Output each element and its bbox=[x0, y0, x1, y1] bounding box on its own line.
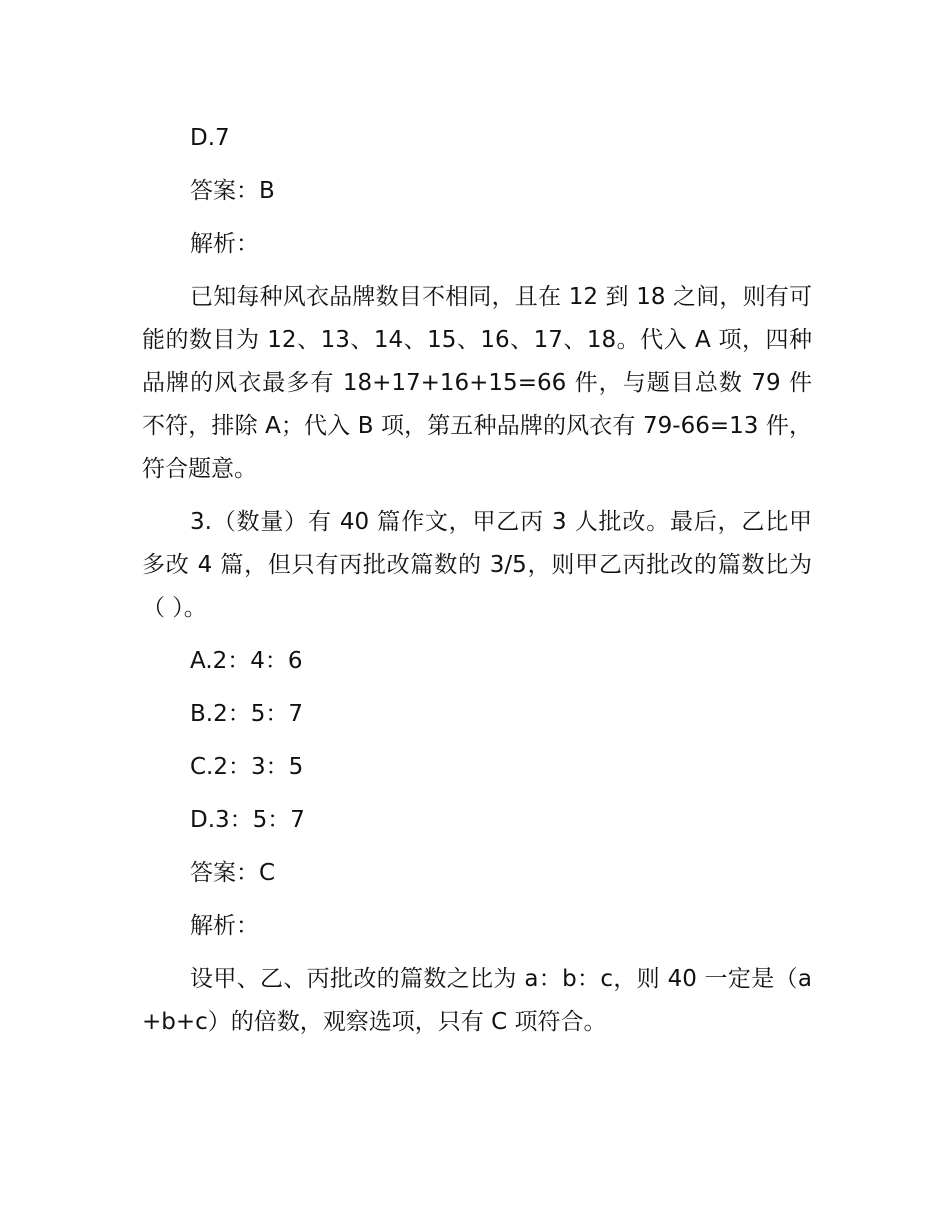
analysis-label-prev: 解析： bbox=[190, 231, 259, 257]
question-3-option-b: B.2：5：7 bbox=[190, 701, 303, 727]
document-body bbox=[142, 117, 812, 1054]
question-3-stem: 3.（数量）有 40 篇作文，甲乙丙 3 人批改。最后，乙比甲多改 4 篇，但只有丙批改篇数的 3/5，则甲乙丙批改的篇数比为（ ）。 bbox=[142, 509, 812, 621]
question-3-analysis-label: 解析： bbox=[190, 913, 259, 939]
question-3-option-c: C.2：3：5 bbox=[190, 754, 304, 780]
question-3-option-a: A.2：4：6 bbox=[190, 648, 303, 674]
question-3-answer: 答案：C bbox=[190, 860, 276, 886]
analysis-text-prev: 已知每种风衣品牌数目不相同，且在 12 到 18 之间，则有可能的数目为 12、13、14、15、16、17、18。代入 A 项，四种品牌的风衣最多有 18+17+16+15=66 件，与题目总数 79 件不符，排除 A；代入 B 项，第五种品牌的风衣有 79-66=13 件，符合题意。 bbox=[142, 284, 812, 482]
question-3-analysis-text: 设甲、乙、丙批改的篇数之比为 a：b：c，则 40 一定是（a+b+c）的倍数，观察选项，只有 C 项符合。 bbox=[142, 966, 812, 1035]
answer-prev: 答案：B bbox=[190, 178, 275, 204]
question-3-option-d: D.3：5：7 bbox=[190, 807, 305, 833]
option-d-prev: D.7 bbox=[190, 125, 230, 151]
